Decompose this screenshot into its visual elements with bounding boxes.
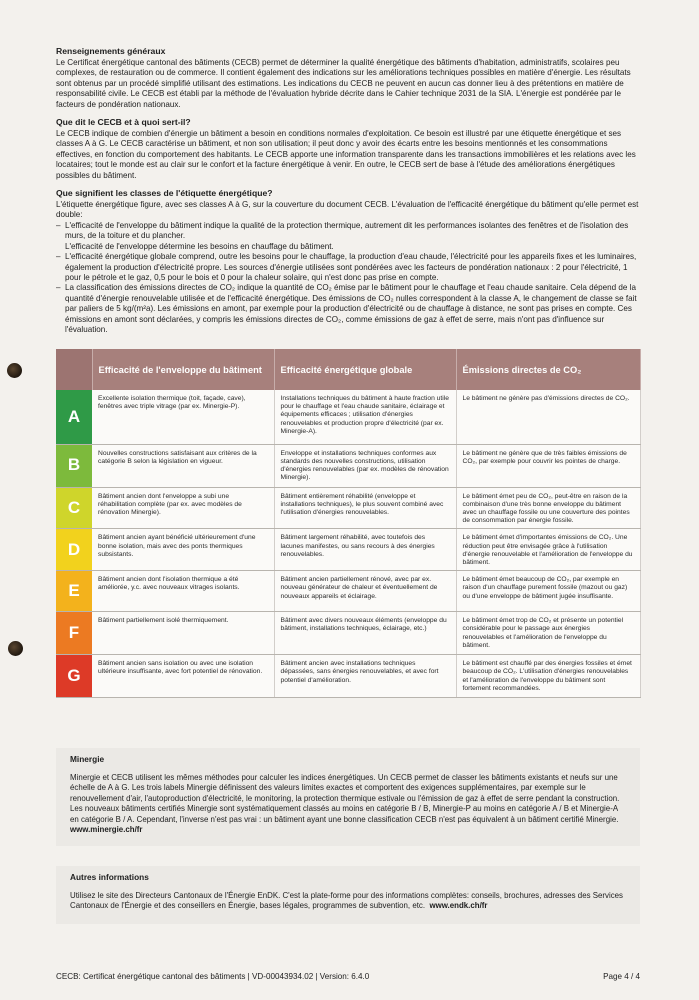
class-letter-b: B [56, 444, 92, 487]
section-title: Que signifient les classes de l'étiquette énergétique? [56, 188, 273, 199]
cell-envelope: Bâtiment partiellement isolé thermiquement. [92, 612, 274, 655]
table-row [56, 529, 640, 571]
intro-content [56, 46, 640, 342]
cell-co2: Le bâtiment est chauffé par des énergies fossiles et émet beaucoup de CO₂. L'utilisation d'énergies renouvelables et l'amélioration de l'enveloppe du bâtiment sont fortement recommandées. [456, 655, 640, 698]
header-co2: Émissions directes de CO₂ [456, 349, 640, 390]
cell-global: Bâtiment entièrement réhabilité (enveloppe et installations techniques), le plus souvent combiné avec l'utilisation d'énergies renouvelables. [274, 487, 456, 529]
class-letter-g: G [56, 655, 92, 698]
list-item: – L'efficacité énergétique globale comprend, outre les besoins pour le chauffage, la production d'eau chaude, l'électricité pour les appareils fixes et les luminaires, également la production d'électricité propre. Les sources d'énergie utilisées sont pondérées avec les facteurs de pondération nationaux : 2 pour l'électricité, 1 pour le pétrole et le gaz, 0,5 pour le bois et 0 pour la chaleur solaire, qui n'est donc pas prise en compte. [56, 252, 640, 283]
minergie-text [70, 773, 626, 835]
cell-co2: Le bâtiment émet peu de CO₂, peut-être en raison de la combinaison d'une très bonne enveloppe du bâtiment avec un chauffage fossile ou une couverture des pointes de consommation par énergie fossile. [456, 487, 640, 529]
cell-co2: Le bâtiment ne génère que de très faibles émissions de CO₂, par exemple pour couvrir les pointes de charge. [456, 444, 640, 487]
cell-global: Bâtiment largement réhabilité, avec toutefois des lacunes manifestes, ou sans recours à des énergies renouvelables. [274, 529, 456, 571]
table-row [56, 444, 640, 487]
cell-co2: Le bâtiment ne génère pas d'émissions directes de CO₂. [456, 390, 640, 444]
minergie-title: Minergie [70, 754, 105, 764]
class-letter-a: A [56, 390, 92, 444]
list-item-continuation: L'efficacité de l'enveloppe détermine les besoins en chauffage du bâtiment. [65, 241, 334, 251]
table-row [56, 390, 640, 444]
table-row [56, 571, 640, 612]
minergie-link[interactable]: www.minergie.ch/fr [70, 825, 143, 835]
cell-envelope: Excellente isolation thermique (toit, façade, cave), fenêtres avec triple vitrage (par ex. Minergie-P). [92, 390, 274, 444]
section-classes [56, 188, 640, 335]
cell-global: Bâtiment avec divers nouveaux éléments (enveloppe du bâtiment, installations techniques, éclairage, etc.) [274, 612, 456, 655]
cell-envelope: Bâtiment ancien dont l'isolation thermique a été améliorée, y.c. avec nouveaux vitrages isolants. [92, 571, 274, 612]
autres-box [56, 866, 640, 924]
energy-classes-table [56, 349, 641, 698]
autres-title: Autres informations [70, 872, 149, 882]
section-text: Le Certificat énergétique cantonal des bâtiments (CECB) permet de déterminer la qualité énergétique des bâtiments d'habitation, administratifs, scolaires peu complexes, de restauration ou de commerce. Il contient également des indications sur les améliorations techniques possibles en matière d'énergie. Les résultats sont obtenus par un procédé simplifié utilisant des estimations. Les indications du CECB ne peuvent en aucun cas donner lieu à des prétentions en matière de responsabilité civile. Le CECB est établi par la méthode de l'évaluation hybride décrite dans le Cahier technique 2031 de la SIA. L'énergie est pondérée par le facteurs de pondération nationaux. [56, 58, 631, 109]
cell-global: Enveloppe et installations techniques conformes aux standards des nouvelles constructions, utilisation d'énergies renouvelables (par ex. modèles de rénovation Minergie). [274, 444, 456, 487]
page-number: Page 4 / 4 [603, 972, 640, 981]
autres-link[interactable]: www.endk.ch/fr [429, 901, 488, 911]
footer-doc-info: CECB: Certificat énergétique cantonal des bâtiments | VD-00043934.02 | Version: 6.4.0 [56, 972, 370, 981]
page-footer [56, 972, 640, 981]
cell-envelope: Bâtiment ancien sans isolation ou avec une isolation ultérieure insuffisante, avec fort potentiel de rénovation. [92, 655, 274, 698]
table-row [56, 612, 640, 655]
class-letter-d: D [56, 529, 92, 571]
cell-envelope: Nouvelles constructions satisfaisant aux critères de la catégorie B selon la législation en vigueur. [92, 444, 274, 487]
table-row [56, 655, 640, 698]
section-title: Que dit le CECB et à quoi sert-il? [56, 117, 191, 128]
classes-list [56, 221, 640, 242]
section-title: Renseignements généraux [56, 46, 166, 56]
list-item: – L'efficacité de l'enveloppe du bâtiment indique la qualité de la protection thermique, autrement dit les performances isolantes des fenêtres et de l'isolation des murs, de la toiture et du plancher. [56, 221, 640, 242]
cell-co2: Le bâtiment émet d'importantes émissions de CO₂. Une réduction peut être envisagée grâce à l'utilisation d'énergie renouvelable et l'amélioration de l'enveloppe du bâtiment. [456, 529, 640, 571]
punch-hole [7, 363, 22, 378]
class-letter-f: F [56, 612, 92, 655]
section-general [56, 46, 640, 110]
cell-co2: Le bâtiment émet beaucoup de CO₂, par exemple en raison d'un chauffage purement fossile (mazout ou gaz) ou d'une enveloppe de bâtiment jugée insuffisante. [456, 571, 640, 612]
cell-envelope: Bâtiment ancien dont l'enveloppe a subi une réhabilitation complète (par ex. avec modèles de rénovation Minergie). [92, 487, 274, 529]
cell-global: Bâtiment ancien partiellement rénové, avec par ex. nouveau générateur de chaleur et éventuellement de nouveaux appareils et éclairage. [274, 571, 456, 612]
table-row [56, 487, 640, 529]
class-letter-e: E [56, 571, 92, 612]
list-item: – La classification des émissions directes de CO₂ indique la quantité de CO₂ émise par le bâtiment pour le chauffage et l'eau chaude sanitaire. Cela dépend de la quantité d'énergie renouvelable utilisée et de l'efficacité énergétique. Des émissions de CO₂ nulles correspondent à la classe A, le changement de classe se fait par paliers de 5 kg/(m²a). Les émissions en amont, par exemple pour la production d'électricité ou de chauffage à distance, ne sont pas prises en compte. Ces émissions en amont sont déclarées, y compris les émissions directes de CO₂, comme émissions de gaz à effet de serre, mais n'ont pas d'influence sur l'évaluation. [56, 283, 640, 335]
minergie-box [56, 748, 640, 846]
header-global: Efficacité énergétique globale [274, 349, 456, 390]
header-blank [56, 349, 92, 390]
section-text: Le CECB indique de combien d'énergie un bâtiment a besoin en conditions normales d'exploitation. Ce besoin est illustré par une étiquette énergétique et ses classes A à G. Le CECB caractérise un bâtiment, et non son utilisation; il peut donc y avoir des écarts entre les besoins mentionnés et les consommations effectives, en fonction du comportement des habitants. Le CECB apporte une information transparente dans les transactions immobilières et les relations avec les locataires; tout le monde est au clair sur le confort et la facture énergétique à venir. En outre, le CECB sert de base à l'étude des améliorations énergétiques possibles du bâtiment. [56, 129, 636, 180]
class-letter-c: C [56, 487, 92, 529]
cell-co2: Le bâtiment émet trop de CO₂ et présente un potentiel considérable pour le passage aux énergies renouvelables et l'amélioration de l'enveloppe du bâtiment. [456, 612, 640, 655]
section-intro: L'étiquette énergétique figure, avec ses classes A à G, sur la couverture du document CECB. L'évaluation de l'efficacité énergétique du bâtiment qu'elle permet est double: [56, 200, 639, 220]
table-header-row [56, 349, 640, 390]
classes-list [56, 252, 640, 335]
punch-hole [8, 641, 23, 656]
cell-global: Installations techniques du bâtiment à haute fraction utile pour le chauffage et l'eau chaude sanitaire, éclairage et équipements efficaces ; utilisation d'énergies renouvelables et production propre d'électricité (par ex. Minergie-A). [274, 390, 456, 444]
minergie-body: Minergie et CECB utilisent les mêmes méthodes pour calculer les indices énergétiques. Un CECB permet de classer les bâtiments existants et neufs sur une échelle de A à G. Les trois labels Minergie définissent des valeurs limites exactes et comportent des exigences supplémentaires, par exemple sur le renouvellement d'air, l'autoproduction d'électricité, le monitoring, la protection thermique estivale ou l'émission de gaz à effet de serre pendant la construction. Les nouveaux bâtiments certifiés Minergie sont systématiquement classés au moins en catégorie B / B, Minergie-P au moins en catégorie A / B et Minergie-A en catégorie B / A. Cependant, l'inverse n'est pas vrai : un bâtiment ayant une bonne classification CECB n'est pas équivalent à un bâtiment certifié Minergie. [70, 773, 620, 824]
cell-envelope: Bâtiment ancien ayant bénéficié ultérieurement d'une bonne isolation, mais avec des ponts thermiques subsistants. [92, 529, 274, 571]
section-purpose [56, 117, 640, 181]
autres-body: Utilisez le site des Directeurs Cantonaux de l'Énergie EnDK. C'est la plate-forme pour des informations complètes: conseils, brochures, adresses des Services Cantonaux de l'Énergie et des conseillers en Énergie, bases légales, programmes de subvention, etc. [70, 891, 623, 911]
autres-text [70, 891, 626, 912]
cell-global: Bâtiment ancien avec installations techniques dépassées, sans énergies renouvelables, et avec fort potentiel d'amélioration. [274, 655, 456, 698]
header-envelope: Efficacité de l'enveloppe du bâtiment [92, 349, 274, 390]
